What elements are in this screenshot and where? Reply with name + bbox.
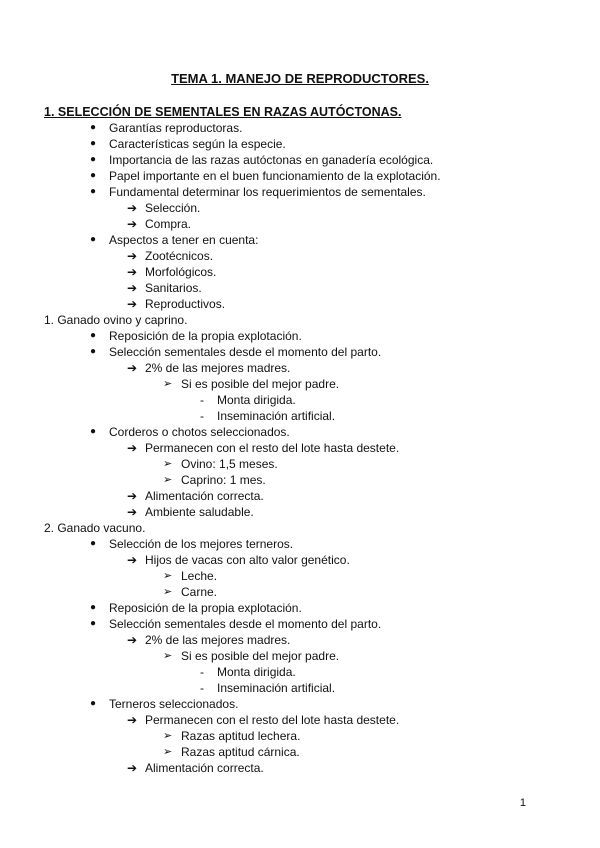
list-item: [0, 504, 600, 520]
bullet-icon: ●: [90, 602, 97, 613]
list-item-text: Leche.: [181, 569, 218, 583]
arrow-icon: ➔: [127, 249, 138, 263]
triangle-arrow-icon: ➢: [163, 586, 173, 598]
list-item-text: Si es posible del mejor padre.: [181, 649, 340, 663]
list-item-text: 1. Ganado ovino y caprino.: [44, 313, 188, 327]
list-item-text: Caprino: 1 mes.: [181, 473, 266, 487]
bullet-icon: ●: [90, 346, 97, 357]
list-item-text: Selección sementales desde el momento del parto.: [109, 345, 382, 359]
list-item: [0, 584, 600, 600]
list-item: [0, 360, 600, 376]
list-item-text: Hijos de vacas con alto valor genético.: [145, 553, 350, 567]
list-item-text: Permanecen con el resto del lote hasta destete.: [145, 441, 400, 455]
arrow-icon: ➔: [127, 281, 138, 295]
list-item: [0, 152, 600, 168]
list-item-text: Selección.: [145, 201, 201, 215]
bullet-icon: ●: [90, 426, 97, 437]
triangle-arrow-icon: ➢: [163, 458, 173, 470]
bullet-icon: ●: [90, 170, 97, 181]
list-item-text: Carne.: [181, 585, 218, 599]
list-item: [0, 184, 600, 200]
section-heading: 1. SELECCIÓN DE SEMENTALES EN RAZAS AUTÓCTONAS.: [44, 105, 402, 119]
list-item-text: Sanitarios.: [145, 281, 202, 295]
list-item-text: 2. Ganado vacuno.: [44, 521, 146, 535]
arrow-icon: ➔: [127, 633, 138, 647]
list-item: [0, 568, 600, 584]
arrow-icon: ➔: [127, 361, 138, 375]
list-item: [0, 120, 600, 136]
triangle-arrow-icon: ➢: [163, 650, 173, 662]
arrow-icon: ➔: [127, 265, 138, 279]
section-subheading: [0, 312, 600, 328]
list-item: [0, 536, 600, 552]
triangle-arrow-icon: ➢: [163, 378, 173, 390]
list-item-text: Razas aptitud lechera.: [181, 729, 301, 743]
list-item-text: Reposición de la propia explotación.: [109, 601, 302, 615]
bullet-icon: ●: [90, 538, 97, 549]
list-item-text: Morfológicos.: [145, 265, 217, 279]
dash-icon: -: [200, 681, 204, 695]
list-item: [0, 264, 600, 280]
list-item-text: Reproductivos.: [145, 297, 226, 311]
list-item: [0, 632, 600, 648]
dash-icon: -: [200, 665, 204, 679]
bullet-icon: ●: [90, 234, 97, 245]
list-item: [0, 408, 600, 424]
list-item: [0, 216, 600, 232]
list-item: [0, 424, 600, 440]
document-title: TEMA 1. MANEJO DE REPRODUCTORES.: [171, 71, 429, 86]
list-item-text: Corderos o chotos seleccionados.: [109, 425, 290, 439]
list-item: [0, 552, 600, 568]
list-item-text: Si es posible del mejor padre.: [181, 377, 340, 391]
list-item-text: Monta dirigida.: [217, 393, 296, 407]
arrow-icon: ➔: [127, 297, 138, 311]
list-item-text: Papel importante en el buen funcionamiento de la explotación.: [109, 169, 441, 183]
bullet-icon: ●: [90, 138, 97, 149]
list-item: [0, 456, 600, 472]
list-item: [0, 392, 600, 408]
dash-icon: -: [200, 393, 204, 407]
list-item: [0, 328, 600, 344]
list-item-text: Ovino: 1,5 meses.: [181, 457, 278, 471]
list-item: [0, 728, 600, 744]
list-item-text: Selección de los mejores terneros.: [109, 537, 294, 551]
triangle-arrow-icon: ➢: [163, 570, 173, 582]
list-item: [0, 472, 600, 488]
list-item-text: Fundamental determinar los requerimientos de sementales.: [109, 185, 426, 199]
page-number: 1: [519, 797, 526, 809]
list-item: [0, 696, 600, 712]
arrow-icon: ➔: [127, 553, 138, 567]
list-item-text: Reposición de la propia explotación.: [109, 329, 302, 343]
bullet-icon: ●: [90, 330, 97, 341]
list-item-text: Terneros seleccionados.: [109, 697, 239, 711]
list-item-text: Compra.: [145, 217, 192, 231]
arrow-icon: ➔: [127, 761, 138, 775]
list-item: [0, 488, 600, 504]
list-item: [0, 616, 600, 632]
list-item: [0, 648, 600, 664]
list-item: [0, 744, 600, 760]
arrow-icon: ➔: [127, 217, 138, 231]
list-item: [0, 344, 600, 360]
bullet-icon: ●: [90, 698, 97, 709]
list-item-text: Alimentación correcta.: [145, 489, 264, 503]
list-item: [0, 664, 600, 680]
dash-icon: -: [200, 409, 204, 423]
list-item-text: 2% de las mejores madres.: [145, 633, 291, 647]
list-item: [0, 712, 600, 728]
triangle-arrow-icon: ➢: [163, 746, 173, 758]
list-item: [0, 248, 600, 264]
list-item: [0, 296, 600, 312]
list-item: [0, 200, 600, 216]
bullet-icon: ●: [90, 122, 97, 133]
list-item: [0, 376, 600, 392]
list-item-text: Inseminación artificial.: [217, 409, 336, 423]
list-item: [0, 680, 600, 696]
list-item-text: Características según la especie.: [109, 137, 286, 151]
list-item: [0, 280, 600, 296]
list-item-text: Permanecen con el resto del lote hasta destete.: [145, 713, 400, 727]
outline-list: [0, 120, 600, 776]
list-item-text: Inseminación artificial.: [217, 681, 336, 695]
list-item-text: 2% de las mejores madres.: [145, 361, 291, 375]
arrow-icon: ➔: [127, 489, 138, 503]
list-item: [0, 760, 600, 776]
list-item-text: Zootécnicos.: [145, 249, 214, 263]
list-item-text: Razas aptitud cárnica.: [181, 745, 300, 759]
section-subheading: [0, 520, 600, 536]
arrow-icon: ➔: [127, 505, 138, 519]
list-item-text: Ambiente saludable.: [145, 505, 254, 519]
bullet-icon: ●: [90, 186, 97, 197]
arrow-icon: ➔: [127, 201, 138, 215]
list-item-text: Selección sementales desde el momento del parto.: [109, 617, 382, 631]
list-item: [0, 440, 600, 456]
arrow-icon: ➔: [127, 441, 138, 455]
triangle-arrow-icon: ➢: [163, 474, 173, 486]
list-item-text: Importancia de las razas autóctonas en ganadería ecológica.: [109, 153, 434, 167]
list-item-text: Alimentación correcta.: [145, 761, 264, 775]
bullet-icon: ●: [90, 154, 97, 165]
triangle-arrow-icon: ➢: [163, 730, 173, 742]
list-item: [0, 600, 600, 616]
list-item: [0, 232, 600, 248]
list-item-text: Garantías reproductoras.: [109, 121, 243, 135]
arrow-icon: ➔: [127, 713, 138, 727]
list-item-text: Monta dirigida.: [217, 665, 296, 679]
list-item: [0, 136, 600, 152]
bullet-icon: ●: [90, 618, 97, 629]
list-item-text: Aspectos a tener en cuenta:: [109, 233, 259, 247]
list-item: [0, 168, 600, 184]
